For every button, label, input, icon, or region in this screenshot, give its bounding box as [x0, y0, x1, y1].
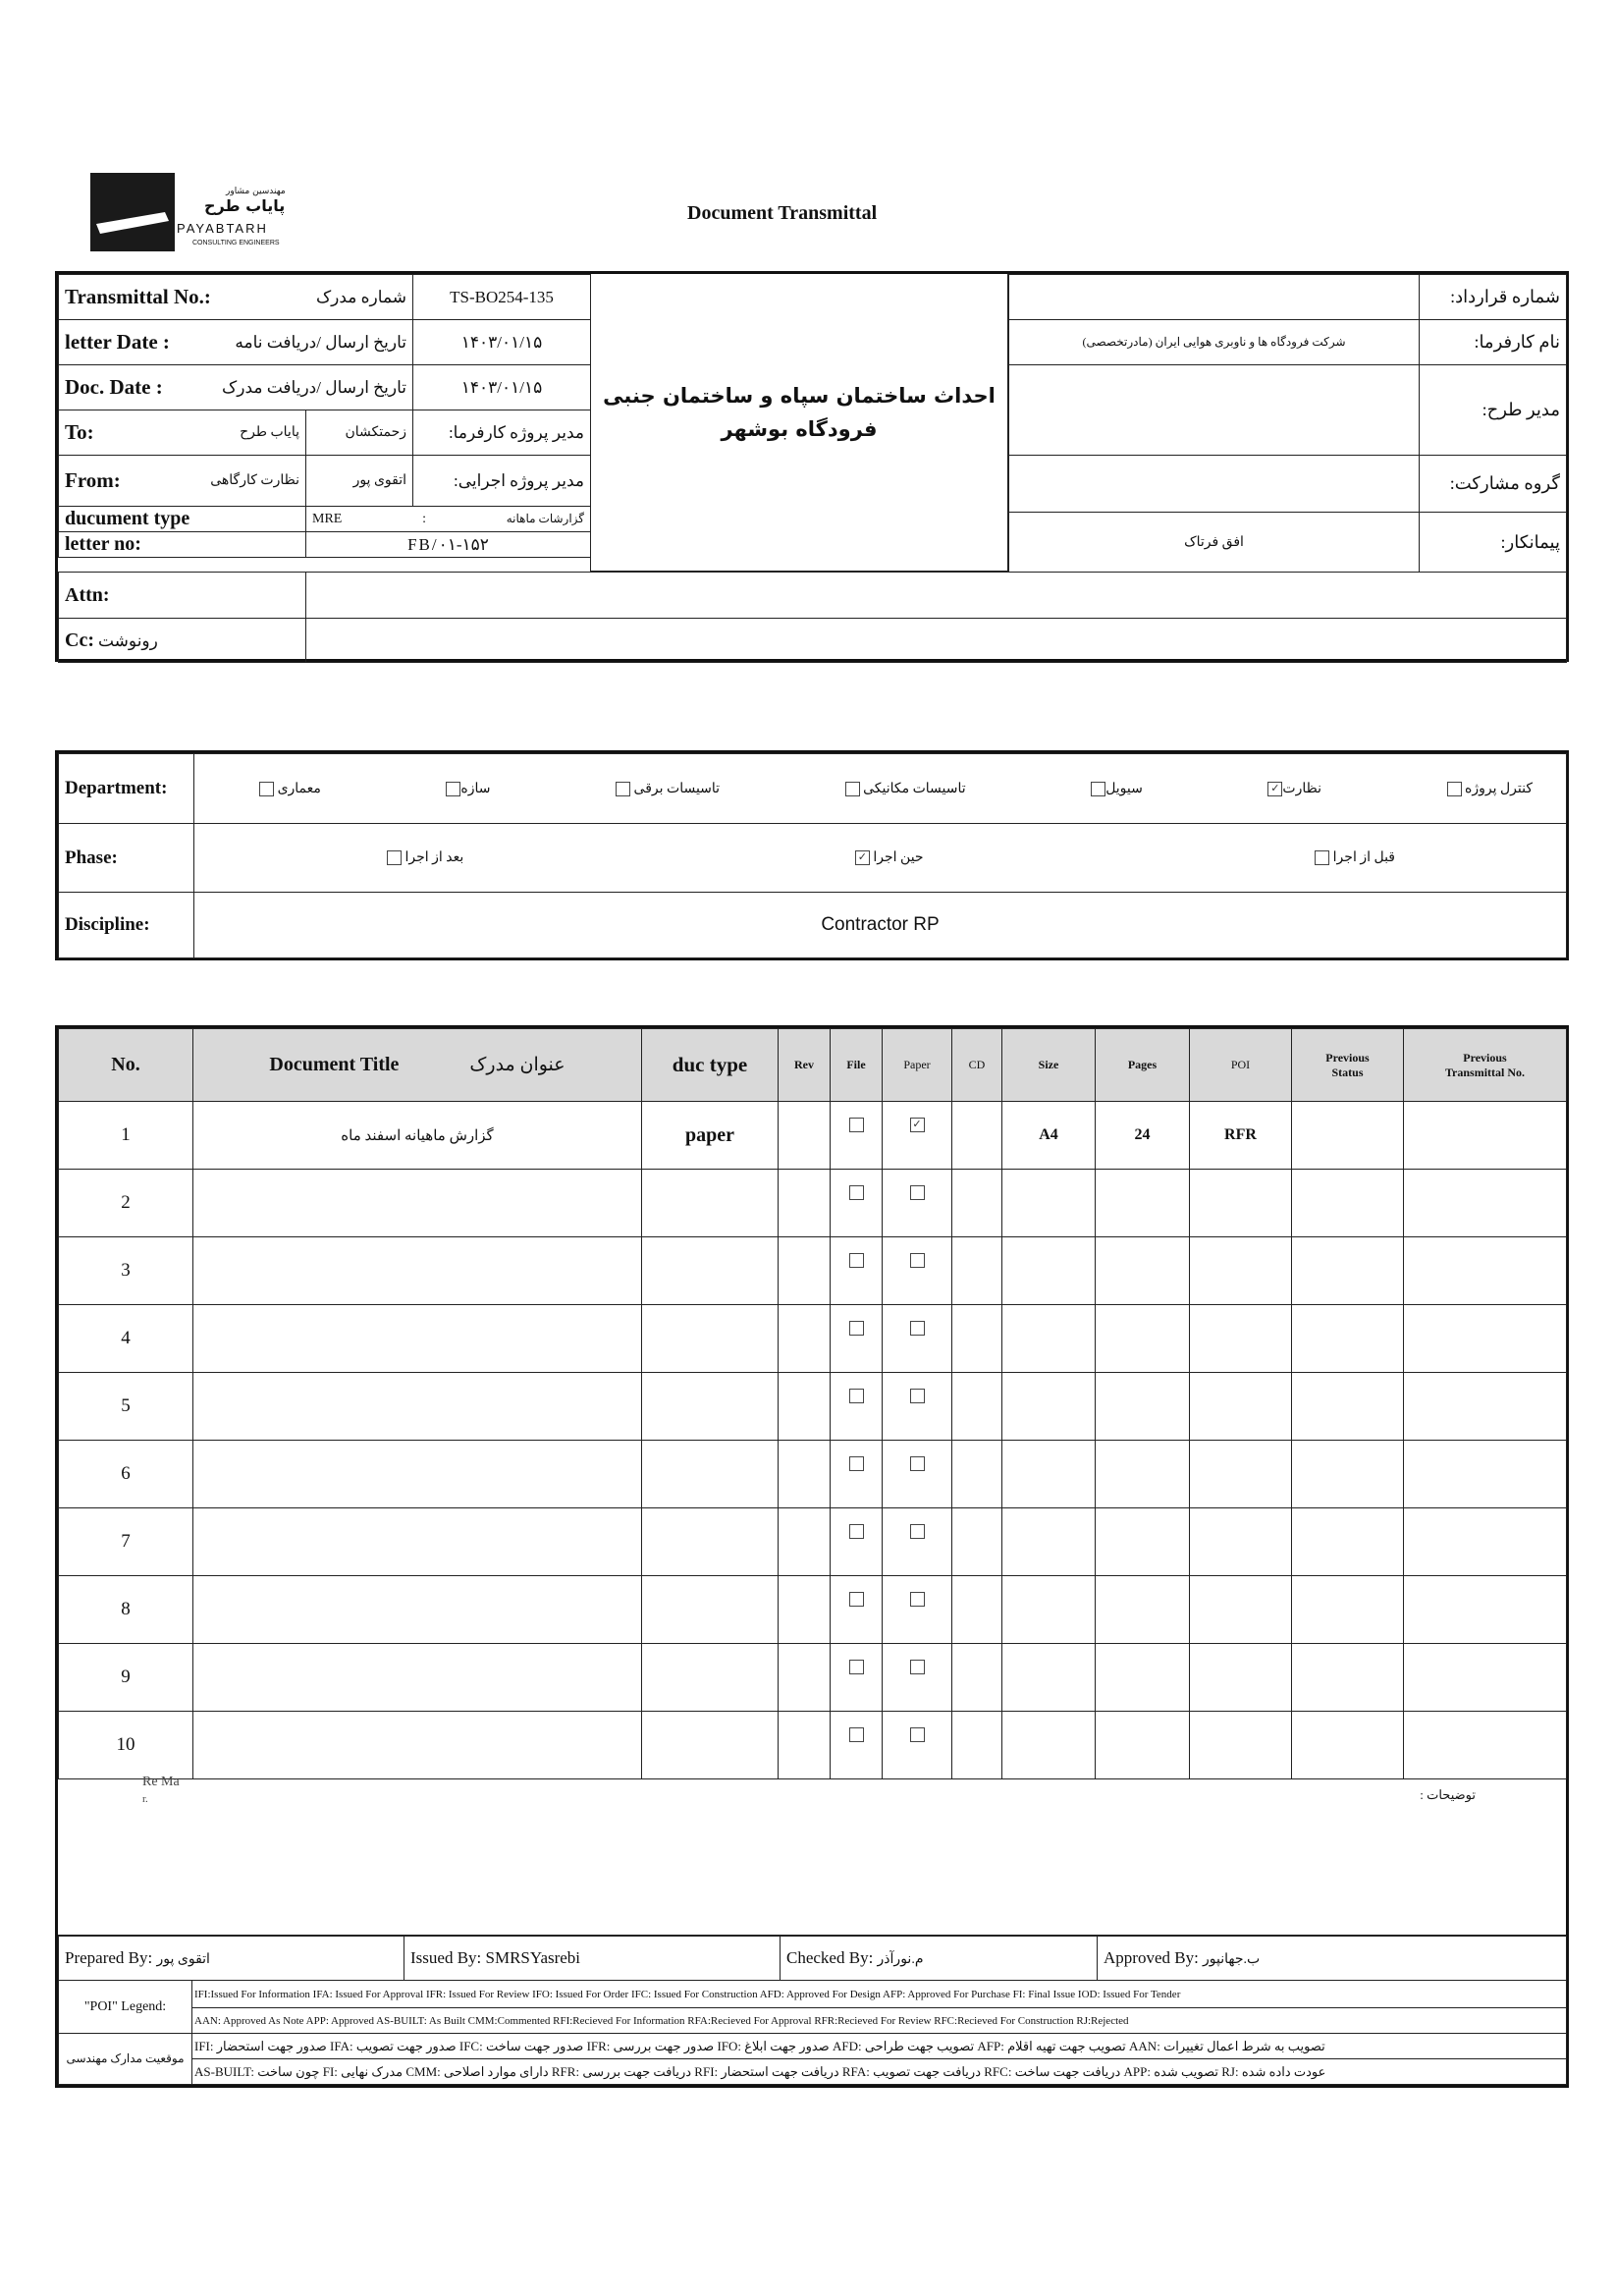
project-title-line2: فرودگاه بوشهر — [721, 417, 878, 441]
transmittal-no-label: Transmittal No.: شماره مدرک — [59, 275, 413, 320]
doc-paper-cell[interactable] — [883, 1441, 952, 1508]
doc-poi-cell[interactable] — [1190, 1508, 1292, 1576]
file-checkbox[interactable] — [849, 1185, 864, 1200]
doc-file-cell[interactable] — [831, 1305, 883, 1373]
doc-pages-cell[interactable] — [1096, 1305, 1190, 1373]
contractor-value: افق فرتاک — [1009, 513, 1420, 573]
transmittal-no-value: TS-BO254-135 — [413, 275, 591, 320]
doc-pages-cell[interactable] — [1096, 1644, 1190, 1712]
paper-checkbox[interactable] — [910, 1660, 925, 1674]
doc-file-cell[interactable] — [831, 1373, 883, 1441]
prepared-by[interactable]: Prepared By: اتقوی پور — [59, 1937, 404, 1981]
approved-by[interactable]: Approved By: ب.جهانپور — [1098, 1937, 1567, 1981]
poi-legend-label: "POI" Legend: — [59, 1981, 192, 2034]
doc-prev-status-cell[interactable] — [1292, 1170, 1404, 1237]
doc-poi-cell[interactable] — [1190, 1712, 1292, 1779]
paper-checkbox[interactable]: ✓ — [910, 1118, 925, 1132]
document-row — [59, 1644, 1567, 1712]
doc-prev-transmittal-cell[interactable] — [1404, 1576, 1567, 1644]
contractor-label: پیمانکار: — [1420, 513, 1567, 573]
legend-table — [58, 1980, 1567, 2085]
doc-no-cell: 7 — [59, 1508, 193, 1576]
col-header-no: No. — [59, 1029, 193, 1102]
file-checkbox[interactable] — [849, 1321, 864, 1336]
doc-no-cell: 10 — [59, 1712, 193, 1779]
doc-cd-cell[interactable] — [952, 1508, 1002, 1576]
doc-rev-cell[interactable] — [779, 1237, 831, 1305]
col-header-title: Document Title عنوان مدرک — [193, 1029, 642, 1102]
remarks-en-line2: r. — [142, 1793, 148, 1805]
doc-prev-transmittal-cell[interactable] — [1404, 1712, 1567, 1779]
phase-options — [194, 824, 1567, 893]
discipline-label: Discipline: — [59, 893, 194, 958]
status-legend-line1: IFI: صدور جهت استحضار IFA: صدور جهت تصویب IFC: صدور جهت ساخت IFR: صدور جهت بررسی IFO: صدور جهت ابلاغ AFD: تصویب جهت طراحی AFP: تصویب جهت تهیه اقلام AAN: تصویب به شرط اعمال تغییرات — [192, 2034, 1567, 2059]
logo-en-name: PAYABTARH — [177, 221, 268, 236]
doc-file-cell[interactable] — [831, 1712, 883, 1779]
doc-cd-cell[interactable] — [952, 1305, 1002, 1373]
doc-title-cell[interactable] — [193, 1712, 642, 1779]
doc-pages-cell[interactable] — [1096, 1237, 1190, 1305]
doc-paper-cell[interactable] — [883, 1237, 952, 1305]
doc-rev-cell[interactable] — [779, 1305, 831, 1373]
doc-cd-cell[interactable] — [952, 1237, 1002, 1305]
dept-checkbox-electrical[interactable] — [616, 782, 630, 796]
doc-prev-transmittal-cell[interactable] — [1404, 1102, 1567, 1170]
doc-title-cell[interactable]: گزارش ماهیانه اسفند ماه — [193, 1102, 642, 1170]
phase-checkbox-after[interactable] — [387, 850, 402, 865]
col-header-file: File — [831, 1029, 883, 1102]
doc-no-cell: 8 — [59, 1576, 193, 1644]
status-legend-label: موقعیت مدارک مهندسی — [59, 2034, 192, 2085]
logo-en-sub: CONSULTING ENGINEERS — [192, 240, 280, 246]
employer-value: شرکت فرودگاه ها و ناوبری هوایی ایران (مادرتخصصی) — [1009, 320, 1420, 365]
paper-checkbox[interactable] — [910, 1592, 925, 1607]
doc-rev-cell[interactable] — [779, 1441, 831, 1508]
doc-prev-status-cell[interactable] — [1292, 1102, 1404, 1170]
col-header-pages: Pages — [1096, 1029, 1190, 1102]
document-row — [59, 1305, 1567, 1373]
doc-title-cell[interactable] — [193, 1373, 642, 1441]
phase-checkbox-during[interactable]: ✓ — [855, 850, 870, 865]
doc-poi-cell[interactable] — [1190, 1373, 1292, 1441]
department-label: Department: — [59, 754, 194, 824]
doc-rev-cell[interactable] — [779, 1102, 831, 1170]
doc-rev-cell[interactable] — [779, 1576, 831, 1644]
recipients-table — [58, 572, 1567, 663]
header-block — [55, 271, 1569, 662]
col-header-paper: Paper — [883, 1029, 952, 1102]
doc-file-cell[interactable] — [831, 1508, 883, 1576]
doc-paper-cell[interactable] — [883, 1576, 952, 1644]
partnership-value — [1009, 456, 1420, 513]
doc-size-cell[interactable] — [1002, 1441, 1096, 1508]
doc-date-label: Doc. Date : تاریخ ارسال /دریافت مدرک — [59, 365, 413, 410]
paper-checkbox[interactable] — [910, 1185, 925, 1200]
company-logo — [88, 173, 304, 253]
doc-type-cell[interactable] — [642, 1644, 779, 1712]
classification-block — [55, 750, 1569, 960]
document-type-label: ducument type — [59, 507, 306, 532]
cc-label: Cc: رونوشت — [59, 619, 306, 663]
doc-paper-cell[interactable] — [883, 1508, 952, 1576]
file-checkbox[interactable] — [849, 1389, 864, 1403]
classification-table — [58, 753, 1567, 958]
doc-no-cell: 5 — [59, 1373, 193, 1441]
dept-option-architecture[interactable]: معماری — [259, 781, 321, 797]
document-row — [59, 1712, 1567, 1779]
letter-date-label: letter Date : تاریخ ارسال /دریافت نامه — [59, 320, 413, 365]
doc-rev-cell[interactable] — [779, 1373, 831, 1441]
remarks-label: توضیحات : — [1420, 1787, 1476, 1802]
attn-label: Attn: — [59, 573, 306, 619]
department-options — [194, 754, 1567, 824]
from-role-label: مدیر پروژه اجرایی: — [413, 456, 591, 507]
dept-option-mechanical[interactable]: تاسیسات مکانیکی — [845, 781, 966, 797]
doc-title-cell[interactable] — [193, 1441, 642, 1508]
contract-no-label: شماره قرارداد: — [1420, 275, 1567, 320]
doc-title-cell[interactable] — [193, 1170, 642, 1237]
doc-size-cell[interactable] — [1002, 1712, 1096, 1779]
doc-prev-status-cell[interactable] — [1292, 1237, 1404, 1305]
file-checkbox[interactable] — [849, 1253, 864, 1268]
dept-option-supervision[interactable]: نظارت✓ — [1267, 781, 1321, 797]
doc-title-cell[interactable] — [193, 1576, 642, 1644]
doc-no-cell: 2 — [59, 1170, 193, 1237]
attn-value — [306, 573, 1567, 619]
doc-cd-cell[interactable] — [952, 1441, 1002, 1508]
status-legend-line2: AS-BUILT: چون ساخت FI: مدرک نهایی CMM: دارای موارد اصلاحی RFR: دریافت جهت بررسی RFI: دریافت جهت استحضار RFA: دریافت جهت تصویب RFC: دریافت جهت ساخت APP: تصویب شده RJ: عودت داده شده — [192, 2059, 1567, 2085]
documents-block — [55, 1025, 1569, 2088]
doc-file-cell[interactable] — [831, 1170, 883, 1237]
doc-prev-transmittal-cell[interactable] — [1404, 1441, 1567, 1508]
doc-title-cell[interactable] — [193, 1237, 642, 1305]
doc-poi-cell[interactable] — [1190, 1237, 1292, 1305]
letter-date-value: ۱۴۰۳/۰۱/۱۵ — [413, 320, 591, 365]
doc-prev-status-cell[interactable] — [1292, 1441, 1404, 1508]
doc-pages-cell[interactable] — [1096, 1576, 1190, 1644]
discipline-value: Contractor RP — [194, 893, 1567, 958]
dept-checkbox-supervision[interactable]: ✓ — [1267, 782, 1282, 796]
file-checkbox[interactable] — [849, 1456, 864, 1471]
project-title-cell — [590, 274, 1008, 572]
to-role-label: مدیر پروژه کارفرما: — [413, 410, 591, 456]
doc-size-cell[interactable] — [1002, 1508, 1096, 1576]
issued-by[interactable]: Issued By: SMRSYasrebi — [404, 1937, 781, 1981]
doc-pages-cell[interactable]: 24 — [1096, 1102, 1190, 1170]
doc-size-cell[interactable] — [1002, 1237, 1096, 1305]
doc-type-cell[interactable] — [642, 1576, 779, 1644]
doc-type-cell[interactable] — [642, 1712, 779, 1779]
doc-size-cell[interactable]: A4 — [1002, 1102, 1096, 1170]
dept-checkbox-mechanical[interactable] — [845, 782, 860, 796]
doc-cd-cell[interactable] — [952, 1576, 1002, 1644]
col-header-previous-transmittal: Previous Transmittal No. — [1404, 1029, 1567, 1102]
doc-type-cell[interactable] — [642, 1508, 779, 1576]
doc-prev-transmittal-cell[interactable] — [1404, 1237, 1567, 1305]
doc-pages-cell[interactable] — [1096, 1170, 1190, 1237]
poi-legend-line1: IFI:Issued For Information IFA: Issued For Approval IFR: Issued For Review IFO: Issued For Order IFC: Issued For Construction AFD: Approved For Design AFP: Approved For Purchase FI: Final Issue IOD: Issued For Tender — [192, 1981, 1567, 2008]
letter-no-label: letter no: — [59, 532, 306, 558]
doc-date-value: ۱۴۰۳/۰۱/۱۵ — [413, 365, 591, 410]
paper-checkbox[interactable] — [910, 1321, 925, 1336]
file-checkbox[interactable] — [849, 1524, 864, 1539]
doc-prev-status-cell[interactable] — [1292, 1373, 1404, 1441]
doc-no-cell: 6 — [59, 1441, 193, 1508]
doc-title-cell[interactable] — [193, 1305, 642, 1373]
phase-option-during[interactable]: حین اجرا ✓ — [855, 849, 924, 866]
doc-prev-transmittal-cell[interactable] — [1404, 1170, 1567, 1237]
col-header-cd: CD — [952, 1029, 1002, 1102]
doc-poi-cell[interactable] — [1190, 1305, 1292, 1373]
doc-prev-status-cell[interactable] — [1292, 1305, 1404, 1373]
col-header-poi: POI — [1190, 1029, 1292, 1102]
doc-rev-cell[interactable] — [779, 1508, 831, 1576]
doc-paper-cell[interactable] — [883, 1712, 952, 1779]
doc-type-cell[interactable] — [642, 1237, 779, 1305]
paper-checkbox[interactable] — [910, 1253, 925, 1268]
paper-checkbox[interactable] — [910, 1389, 925, 1403]
doc-file-cell[interactable] — [831, 1441, 883, 1508]
design-manager-label: مدیر طرح: — [1420, 365, 1567, 456]
doc-poi-cell[interactable] — [1190, 1170, 1292, 1237]
doc-no-cell: 1 — [59, 1102, 193, 1170]
doc-prev-status-cell[interactable] — [1292, 1712, 1404, 1779]
doc-pages-cell[interactable] — [1096, 1373, 1190, 1441]
document-type-value: MRE : گزارشات ماهانه — [306, 507, 591, 532]
documents-rows — [59, 1102, 1567, 1779]
doc-no-cell: 3 — [59, 1237, 193, 1305]
col-header-type: duc type — [642, 1029, 779, 1102]
document-row — [59, 1237, 1567, 1305]
doc-pages-cell[interactable] — [1096, 1441, 1190, 1508]
signoff-table — [58, 1936, 1567, 1981]
dept-checkbox-structure[interactable] — [446, 782, 460, 796]
doc-file-cell[interactable] — [831, 1644, 883, 1712]
document-row — [59, 1441, 1567, 1508]
doc-type-cell[interactable] — [642, 1170, 779, 1237]
doc-file-cell[interactable] — [831, 1237, 883, 1305]
payabtarh-logo-mark — [90, 173, 175, 251]
employer-label: نام کارفرما: — [1420, 320, 1567, 365]
doc-file-cell[interactable] — [831, 1576, 883, 1644]
contract-no-value — [1009, 275, 1420, 320]
dept-option-civil[interactable]: سیویل — [1091, 781, 1143, 797]
doc-no-cell: 9 — [59, 1644, 193, 1712]
doc-pages-cell[interactable] — [1096, 1712, 1190, 1779]
doc-paper-cell[interactable] — [883, 1373, 952, 1441]
doc-prev-status-cell[interactable] — [1292, 1644, 1404, 1712]
doc-title-cell[interactable] — [193, 1644, 642, 1712]
doc-type-cell[interactable] — [642, 1441, 779, 1508]
dept-option-project-control[interactable]: کنترل پروژه — [1447, 781, 1534, 797]
remarks-area[interactable] — [58, 1775, 1566, 1936]
document-row — [59, 1508, 1567, 1576]
to-person: زحمتکشان — [306, 410, 413, 456]
dept-option-structure[interactable]: سازه — [446, 781, 490, 797]
doc-poi-cell[interactable] — [1190, 1576, 1292, 1644]
logo-fa-name: پایاب طرح — [204, 196, 286, 215]
doc-file-cell[interactable] — [831, 1102, 883, 1170]
doc-cd-cell[interactable] — [952, 1373, 1002, 1441]
doc-poi-cell[interactable] — [1190, 1441, 1292, 1508]
to-field: To: پایاب طرح — [59, 410, 306, 456]
checked-by[interactable]: Checked By: م.نورآذر — [781, 1937, 1098, 1981]
doc-poi-cell[interactable]: RFR — [1190, 1102, 1292, 1170]
from-field: From: نظارت کارگاهی — [59, 456, 306, 507]
document-row — [59, 1102, 1567, 1170]
doc-rev-cell[interactable] — [779, 1170, 831, 1237]
doc-cd-cell[interactable] — [952, 1644, 1002, 1712]
col-header-size: Size — [1002, 1029, 1096, 1102]
doc-size-cell[interactable] — [1002, 1170, 1096, 1237]
doc-prev-transmittal-cell[interactable] — [1404, 1508, 1567, 1576]
doc-paper-cell[interactable] — [883, 1170, 952, 1237]
doc-poi-cell[interactable] — [1190, 1644, 1292, 1712]
col-header-rev: Rev — [779, 1029, 831, 1102]
doc-rev-cell[interactable] — [779, 1712, 831, 1779]
col-header-previous-status: Previous Status — [1292, 1029, 1404, 1102]
doc-size-cell[interactable] — [1002, 1373, 1096, 1441]
doc-pages-cell[interactable] — [1096, 1508, 1190, 1576]
cc-value — [306, 619, 1567, 663]
phase-option-before[interactable]: قبل از اجرا — [1315, 849, 1395, 866]
page-title: Document Transmittal — [687, 202, 878, 224]
document-row — [59, 1576, 1567, 1644]
dept-checkbox-architecture[interactable] — [259, 782, 274, 796]
phase-option-after[interactable]: بعد از اجرا — [387, 849, 463, 866]
doc-prev-status-cell[interactable] — [1292, 1508, 1404, 1576]
file-checkbox[interactable] — [849, 1592, 864, 1607]
doc-paper-cell[interactable] — [883, 1305, 952, 1373]
file-checkbox[interactable] — [849, 1727, 864, 1742]
letter-no-value: FB/۰۱-۱۵۲ — [306, 532, 591, 558]
file-checkbox[interactable] — [849, 1118, 864, 1132]
paper-checkbox[interactable] — [910, 1727, 925, 1742]
poi-legend-line2: AAN: Approved As Note APP: Approved AS-BUILT: As Built CMM:Commented RFI:Recieved For Information RFA:Recieved For Approval RFR:Recieved For Review RFC:Recieved For Construction RJ:Rejected — [192, 2008, 1567, 2034]
dept-option-electrical[interactable]: تاسیسات برقی — [616, 781, 720, 797]
file-checkbox[interactable] — [849, 1660, 864, 1674]
doc-rev-cell[interactable] — [779, 1644, 831, 1712]
logo-fa-top: مهندسین مشاور — [226, 187, 286, 196]
doc-size-cell[interactable] — [1002, 1305, 1096, 1373]
doc-cd-cell[interactable] — [952, 1170, 1002, 1237]
doc-no-cell: 4 — [59, 1305, 193, 1373]
remarks-en-line1: Re Ma — [142, 1775, 180, 1789]
doc-title-cell[interactable] — [193, 1508, 642, 1576]
doc-type-cell[interactable]: paper — [642, 1102, 779, 1170]
dept-checkbox-civil[interactable] — [1091, 782, 1105, 796]
documents-table — [58, 1028, 1567, 1779]
document-row — [59, 1373, 1567, 1441]
design-manager-value — [1009, 365, 1420, 456]
project-info-table — [1008, 274, 1567, 573]
doc-type-cell[interactable] — [642, 1305, 779, 1373]
doc-prev-transmittal-cell[interactable] — [1404, 1644, 1567, 1712]
document-row — [59, 1170, 1567, 1237]
doc-prev-transmittal-cell[interactable] — [1404, 1373, 1567, 1441]
paper-checkbox[interactable] — [910, 1456, 925, 1471]
doc-paper-cell[interactable] — [883, 1644, 952, 1712]
doc-type-cell[interactable] — [642, 1373, 779, 1441]
from-person: اتقوی پور — [306, 456, 413, 507]
doc-prev-transmittal-cell[interactable] — [1404, 1305, 1567, 1373]
doc-cd-cell[interactable] — [952, 1712, 1002, 1779]
phase-label: Phase: — [59, 824, 194, 893]
paper-checkbox[interactable] — [910, 1524, 925, 1539]
dept-checkbox-project-control[interactable] — [1447, 782, 1462, 796]
doc-cd-cell[interactable] — [952, 1102, 1002, 1170]
doc-paper-cell[interactable] — [883, 1102, 952, 1170]
doc-prev-status-cell[interactable] — [1292, 1576, 1404, 1644]
doc-size-cell[interactable] — [1002, 1576, 1096, 1644]
phase-checkbox-before[interactable] — [1315, 850, 1329, 865]
partnership-label: گروه مشارکت: — [1420, 456, 1567, 513]
doc-size-cell[interactable] — [1002, 1644, 1096, 1712]
project-title-line1: احداث ساختمان سپاه و ساختمان جنبی — [603, 384, 996, 408]
transmittal-info-table — [58, 274, 591, 558]
